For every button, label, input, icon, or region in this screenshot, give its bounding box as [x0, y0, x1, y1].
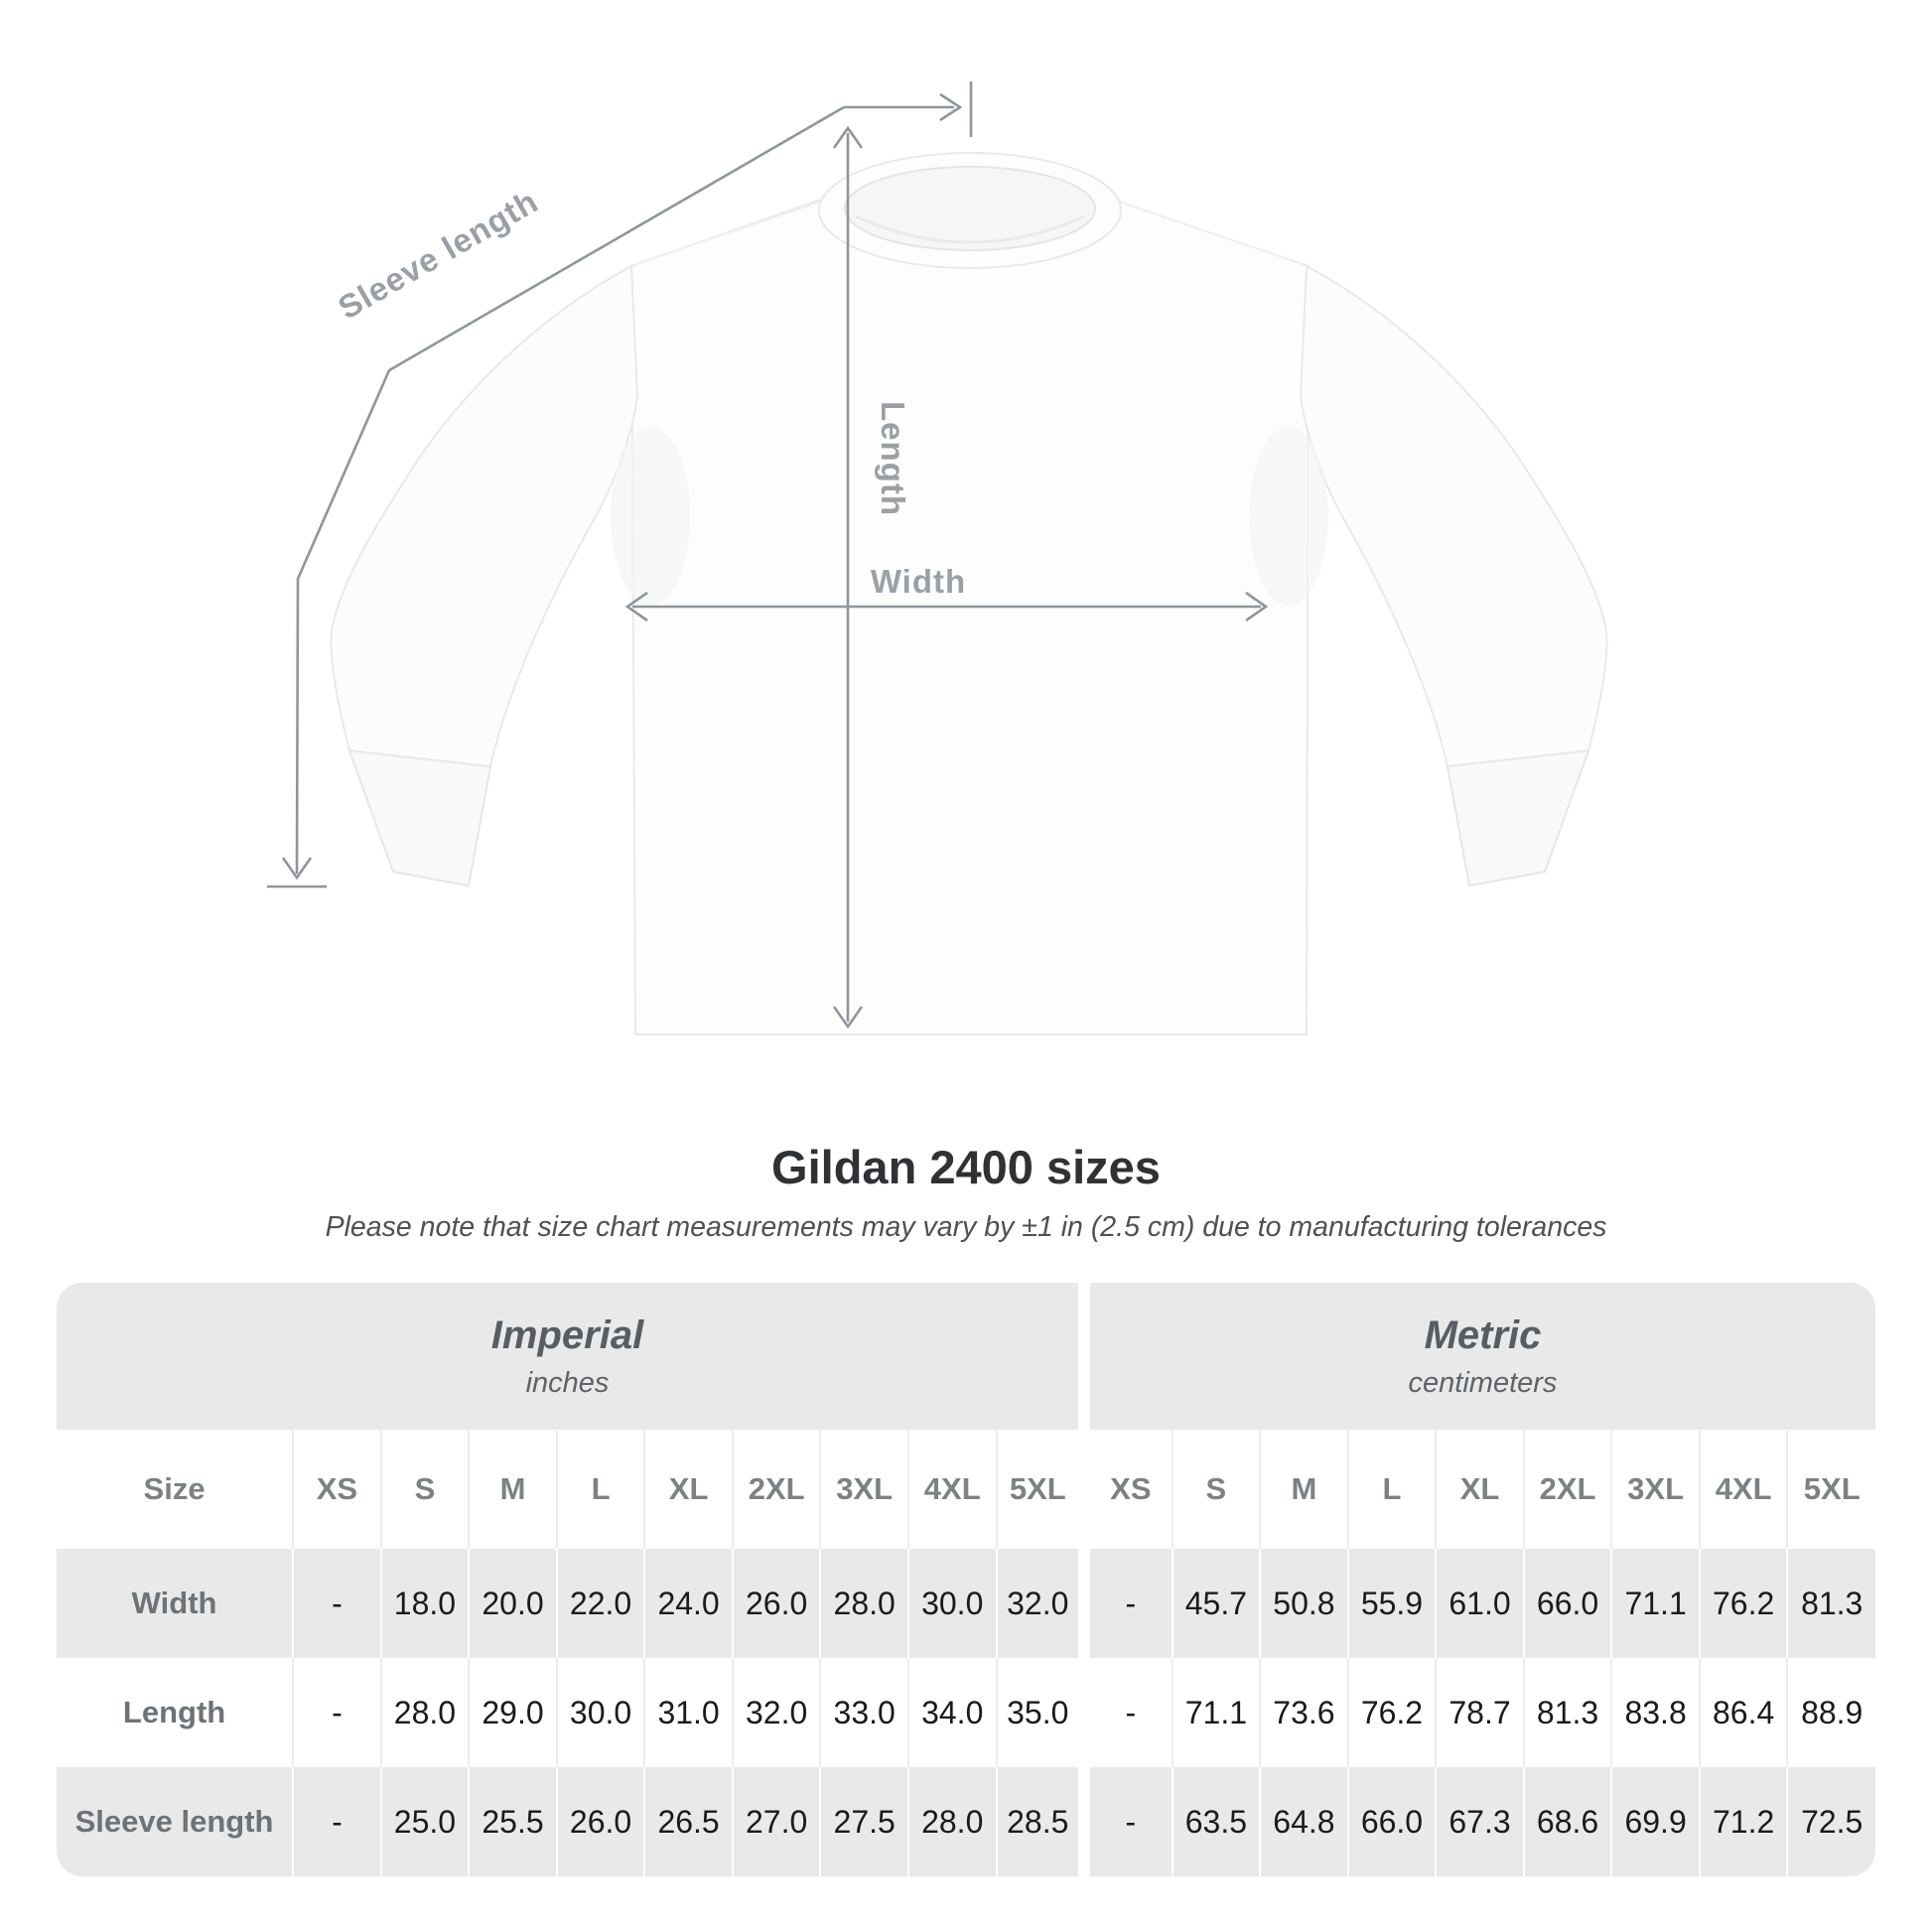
table-cell: 28.0: [381, 1658, 470, 1767]
table-cell: 50.8: [1260, 1549, 1348, 1658]
column-header: 4XL: [1700, 1430, 1788, 1549]
table-cell: 61.0: [1436, 1549, 1524, 1658]
table-cell: -: [1084, 1549, 1173, 1658]
column-header: 5XL: [1787, 1430, 1875, 1549]
table-cell: -: [293, 1658, 381, 1767]
table-cell: 86.4: [1700, 1658, 1788, 1767]
column-header: S: [1173, 1430, 1261, 1549]
shirt-left-cuff: [349, 751, 490, 886]
table-cell: 45.7: [1173, 1549, 1261, 1658]
table-cell: 72.5: [1787, 1767, 1875, 1876]
row-label: Length: [57, 1658, 293, 1767]
table-cell: 76.2: [1700, 1549, 1788, 1658]
table-cell: 32.0: [997, 1549, 1085, 1658]
table-cell: 28.0: [908, 1767, 997, 1876]
size-table: [57, 1283, 1875, 1877]
table-cell: 88.9: [1787, 1658, 1875, 1767]
table-cell: 34.0: [908, 1658, 997, 1767]
table-cell: 31.0: [644, 1658, 733, 1767]
shirt-image: [332, 153, 1607, 1035]
table-cell: 18.0: [381, 1549, 470, 1658]
table-cell: 32.0: [733, 1658, 821, 1767]
table-cell: 30.0: [908, 1549, 997, 1658]
table-cell: 20.0: [469, 1549, 557, 1658]
page-title: Gildan 2400 sizes: [771, 1141, 1161, 1193]
width-label: Width: [870, 563, 967, 600]
table-header-row: [57, 1430, 1875, 1549]
table-cell: 73.6: [1260, 1658, 1348, 1767]
table-cell: 26.5: [644, 1767, 733, 1876]
row-label: Width: [57, 1549, 293, 1658]
table-cell: 71.1: [1173, 1658, 1261, 1767]
table-row-width: [57, 1549, 1875, 1658]
size-header: Size: [57, 1430, 293, 1549]
imperial-title: Imperial: [490, 1312, 644, 1357]
table-cell: 63.5: [1173, 1767, 1261, 1876]
table-cell: 22.0: [557, 1549, 645, 1658]
table-cell: 30.0: [557, 1658, 645, 1767]
table-cell: -: [1084, 1658, 1173, 1767]
column-header: S: [381, 1430, 470, 1549]
column-header: L: [1348, 1430, 1437, 1549]
table-cell: 26.0: [557, 1767, 645, 1876]
table-row-length: [57, 1658, 1875, 1767]
table-cell: 81.3: [1787, 1549, 1875, 1658]
table-cell: 27.0: [733, 1767, 821, 1876]
table-cell: 33.0: [820, 1658, 908, 1767]
table-cell: -: [1084, 1767, 1173, 1876]
table-cell: 27.5: [820, 1767, 908, 1876]
shading-right: [1249, 427, 1328, 606]
table-cell: 26.0: [733, 1549, 821, 1658]
table-cell: -: [293, 1767, 381, 1876]
column-header: XS: [293, 1430, 381, 1549]
table-cell: 71.1: [1611, 1549, 1700, 1658]
table-cell: 69.9: [1611, 1767, 1700, 1876]
shirt-right-cuff: [1448, 751, 1588, 886]
table-cell: 28.5: [997, 1767, 1085, 1876]
collar-opening: [845, 167, 1095, 250]
table-cell: 68.6: [1524, 1767, 1612, 1876]
unit-group-imperial: [57, 1283, 1090, 1430]
table-cell: 76.2: [1348, 1658, 1437, 1767]
table-cell: 55.9: [1348, 1549, 1437, 1658]
column-header: 2XL: [733, 1430, 821, 1549]
shading-left: [611, 427, 690, 606]
table-cell: 24.0: [644, 1549, 733, 1658]
size-chart-table: [57, 1430, 1875, 1876]
table-cell: 28.0: [820, 1549, 908, 1658]
unit-header-band: [57, 1283, 1875, 1430]
table-cell: 25.5: [469, 1767, 557, 1876]
page-subtitle: Please note that size chart measurements may vary by ±1 in (2.5 cm) due to manufacturing tolerances: [325, 1211, 1607, 1243]
column-header: XL: [644, 1430, 733, 1549]
table-row-sleeve-length: [57, 1767, 1875, 1876]
table-cell: 64.8: [1260, 1767, 1348, 1876]
table-cell: 67.3: [1436, 1767, 1524, 1876]
column-header: XL: [1436, 1430, 1524, 1549]
table-cell: 81.3: [1524, 1658, 1612, 1767]
column-header: 2XL: [1524, 1430, 1612, 1549]
column-header: 3XL: [820, 1430, 908, 1549]
row-label: Sleeve length: [57, 1767, 293, 1876]
table-cell: 66.0: [1348, 1767, 1437, 1876]
sleeve-length-label: Sleeve length: [332, 182, 545, 327]
table-cell: 35.0: [997, 1658, 1085, 1767]
shirt-body: [631, 169, 1309, 1035]
column-header: 5XL: [997, 1430, 1085, 1549]
unit-group-metric: [1090, 1283, 1875, 1430]
table-cell: 83.8: [1611, 1658, 1700, 1767]
table-cell: 25.0: [381, 1767, 470, 1876]
table-cell: -: [293, 1549, 381, 1658]
column-header: 4XL: [908, 1430, 997, 1549]
metric-unit: centimeters: [1408, 1366, 1558, 1399]
column-header: M: [469, 1430, 557, 1549]
length-label: Length: [875, 401, 911, 516]
table-cell: 29.0: [469, 1658, 557, 1767]
column-header: 3XL: [1611, 1430, 1700, 1549]
column-header: L: [557, 1430, 645, 1549]
imperial-unit: inches: [525, 1366, 610, 1399]
table-cell: 71.2: [1700, 1767, 1788, 1876]
column-header: XS: [1084, 1430, 1173, 1549]
metric-title: Metric: [1424, 1312, 1542, 1357]
column-header: M: [1260, 1430, 1348, 1549]
table-cell: 66.0: [1524, 1549, 1612, 1658]
table-cell: 78.7: [1436, 1658, 1524, 1767]
